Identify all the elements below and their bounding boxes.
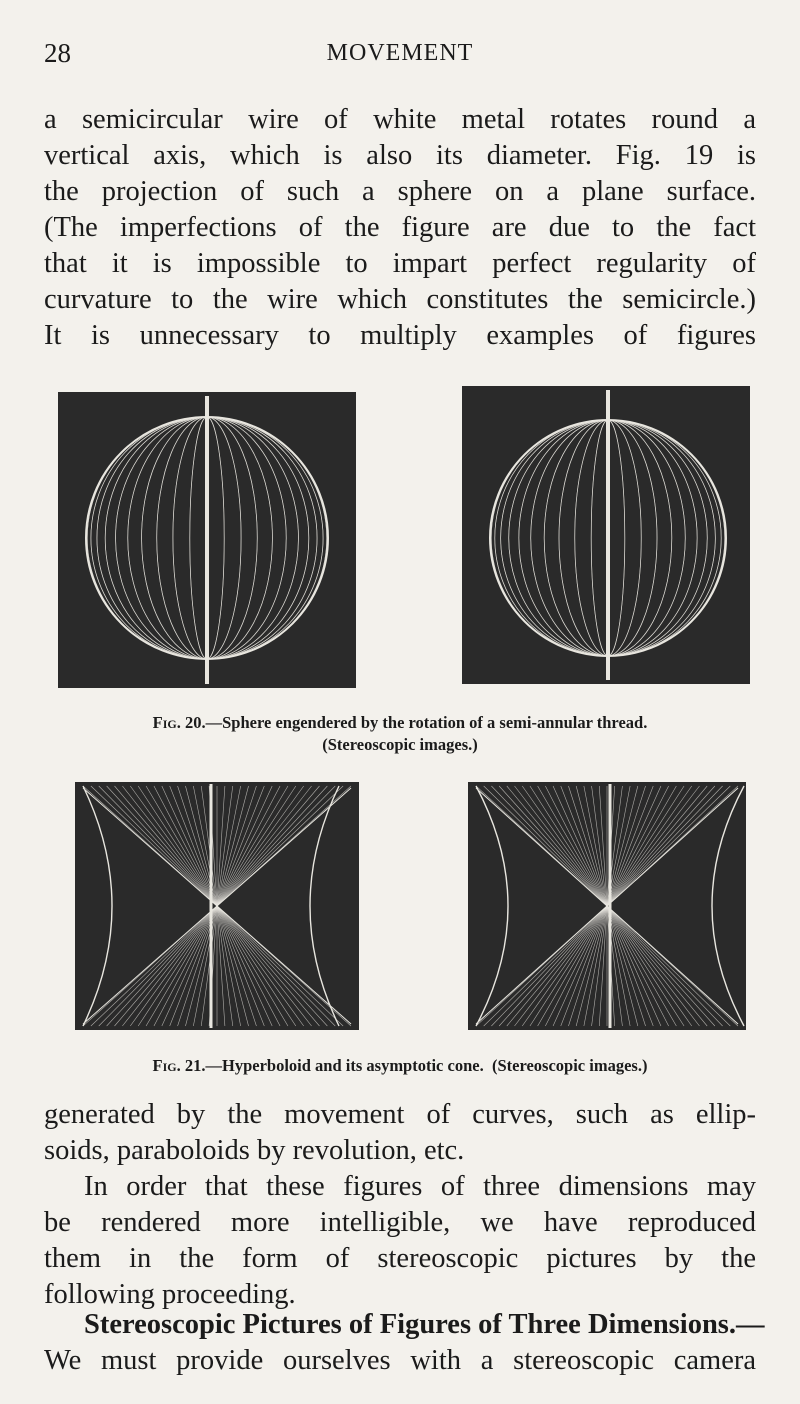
fig21-right-image (468, 782, 746, 1030)
fig21-label: Fig. 21. (152, 1056, 206, 1075)
fig20-text: —Sphere engendered by the rotation of a semi-annular thread. (205, 713, 648, 732)
section-heading: Stereoscopic Pictures of Figures of Three Dimensions.— (84, 1309, 765, 1340)
fig20-caption (40, 712, 760, 756)
fig20-right-image (462, 386, 750, 684)
fig21-caption (40, 1055, 760, 1077)
fig20-caption-line2: (Stereoscopic images.) (322, 735, 478, 754)
text-line: vertical axis, which is also its diameter. Fig. 19 is (44, 140, 756, 171)
sphere-wireframe-illustration (462, 386, 750, 684)
fig21-text2: (Stereoscopic images.) (491, 1056, 648, 1075)
text-line: In order that these figures of three dimensions may (84, 1171, 756, 1202)
page-number: 28 (44, 38, 71, 68)
text-line: We must provide ourselves with a stereoscopic camera (44, 1345, 756, 1376)
fig21-text: —Hyperboloid and its asymptotic cone. (205, 1056, 484, 1075)
fig21-caption-line1 (40, 1055, 760, 1077)
hyperboloid-wireframe-illustration (468, 782, 746, 1030)
text-line: It is unnecessary to multiply examples of figures (44, 320, 756, 351)
paragraph-continued (44, 1097, 756, 1169)
hyperboloid-wireframe-illustration (75, 782, 359, 1030)
text-line: (The imperfections of the figure are due to the fact (44, 212, 756, 243)
fig21-left-image (75, 782, 359, 1030)
text-line: be rendered more intelligible, we have reproduced (44, 1207, 756, 1238)
text-line: a semicircular wire of white metal rotates round a (44, 104, 756, 135)
text-line: curvature to the wire which constitutes the semicircle.) (44, 284, 756, 315)
paragraph-stereo (44, 1169, 756, 1313)
running-head: MOVEMENT (326, 40, 474, 66)
text-line: them in the form of stereoscopic pictures by the (44, 1243, 756, 1274)
fig20-left-image (58, 392, 356, 688)
section-heading-line (44, 1307, 765, 1343)
text-line: following proceeding. (44, 1279, 296, 1310)
sphere-wireframe-illustration (58, 392, 356, 688)
section-stereoscopic (44, 1307, 765, 1379)
text-line: generated by the movement of curves, such as ellip- (44, 1099, 756, 1130)
paragraph-top (44, 102, 756, 354)
text-line: that it is impossible to impart perfect regularity of (44, 248, 756, 279)
fig20-caption-line1 (40, 712, 760, 734)
text-line: soids, paraboloids by revolution, etc. (44, 1135, 465, 1166)
fig20-label: Fig. 20. (152, 713, 206, 732)
page-header (44, 38, 756, 78)
text-line: the projection of such a sphere on a plane surface. (44, 176, 756, 207)
